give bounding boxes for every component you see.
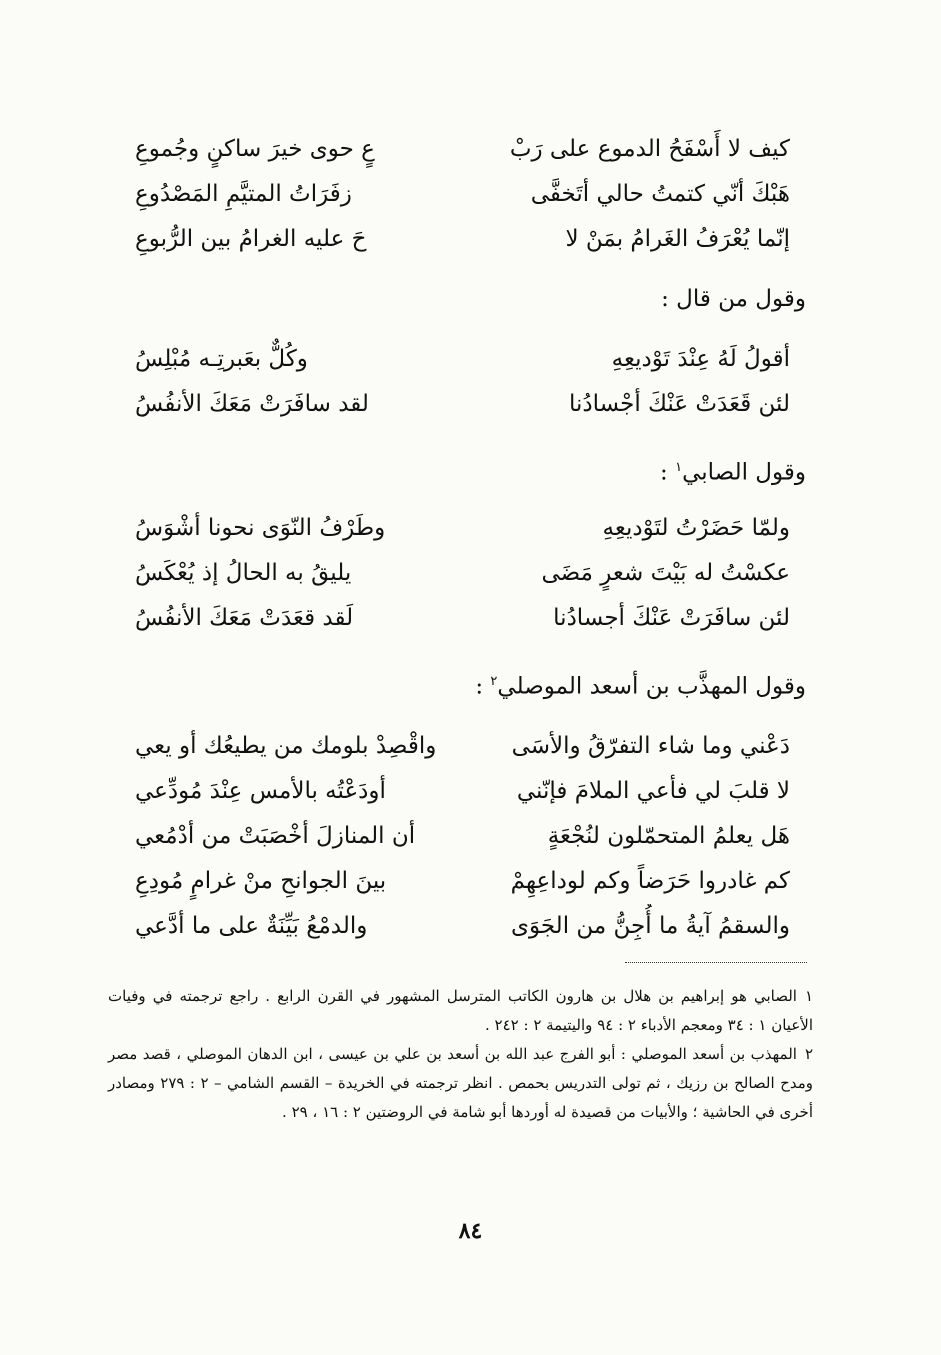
verse (135, 382, 790, 427)
poem-4 (135, 724, 790, 949)
poem-2 (135, 337, 790, 427)
footnotes (108, 982, 813, 1127)
second-hemistich: واقْصِدْ بلومك من يطيعُك أو يعي (135, 733, 437, 759)
second-hemistich: وكُلٌّ بعَبرتِـه مُبْلِسُ (135, 346, 308, 372)
first-hemistich: عكسْتُ له بَيْتَ شعرٍ مَضَى (541, 560, 790, 586)
first-hemistich: كم غادروا حَرَضاً وكم لوداعِهِمْ (510, 868, 790, 894)
intro-text: وقول المهذَّب بن أسعد الموصلي (497, 673, 806, 700)
second-hemistich: بينَ الجوانحِ منْ غرامٍ مُودِعِ (135, 868, 387, 894)
first-hemistich: لا قلبَ لي فأعي الملامَ فإنّني (516, 778, 790, 804)
intro-text: وقول الصابي (682, 459, 806, 486)
second-hemistich: حَ عليه الغرامُ بين الرُّبوعِ (135, 226, 367, 252)
intro-colon: : (660, 459, 676, 486)
verse (135, 769, 790, 814)
poem-1 (135, 127, 790, 262)
first-hemistich: ولمّا حَضَرْتُ لتَوْديعِهِ (602, 515, 790, 541)
poem-3 (135, 506, 790, 641)
first-hemistich: هَل يعلمُ المتحمّلون لنُجْعَةٍ (547, 823, 790, 849)
second-hemistich: لقد سافَرَتْ مَعَكَ الأنفُسُ (135, 391, 369, 417)
first-hemistich: لئن سافَرَتْ عَنْكَ أجسادُنا (553, 605, 790, 631)
second-hemistich: أن المنازلَ أخْصَبَتْ من أدْمُعي (135, 823, 416, 849)
footnote-number: ٢ (804, 1045, 813, 1063)
footnote (108, 1040, 813, 1127)
verse (135, 904, 790, 949)
second-hemistich: وطَرْفُ النّوَى نحونا أشْوَسُ (135, 515, 386, 541)
verse (135, 596, 790, 641)
poem-2-intro: وقول من قال : (661, 286, 806, 312)
poem-3-intro (660, 451, 806, 490)
footnote-divider (625, 962, 807, 963)
second-hemistich: عٍ حوى خيرَ ساكنٍ وجُموعِ (135, 136, 375, 162)
footnote-number: ١ (804, 987, 813, 1005)
intro-colon: : (475, 673, 491, 700)
first-hemistich: لئن قَعَدَتْ عَنْكَ أجْسادُنا (568, 391, 790, 417)
second-hemistich: يليقُ به الحالُ إذ يُعْكَسُ (135, 560, 352, 586)
second-hemistich: أودَعْتُه بالأمس عِنْدَ مُودِّعي (135, 778, 386, 804)
footnote-text: الصابي هو إبراهيم بن هلال بن هارون الكاتب المترسل المشهور في القرن الرابع . راجع ترجمته في وفيات الأعيان ١ : ٣٤ ومعجم الأدباء ٢ : ٩٤ واليتيمة ٢ : ٢٤٢ . (108, 987, 813, 1034)
second-hemistich: والدمْعُ بَيِّنَةٌ على ما أدَّعي (135, 913, 368, 939)
first-hemistich: والسقمُ آيةُ ما أُجِنُّ من الجَوَى (510, 913, 790, 939)
second-hemistich: لَقد قعَدَتْ مَعَكَ الأنفُسُ (135, 605, 354, 631)
verse (135, 859, 790, 904)
verse (135, 127, 790, 172)
first-hemistich: هَبْكَ أنّي كتمتُ حالي أتَخفَّى (530, 181, 790, 207)
verse (135, 814, 790, 859)
footnote-ref: ١ (675, 460, 683, 475)
footnote-text: المهذب بن أسعد الموصلي : أبو الفرج عبد الله بن أسعد بن علي بن عيسى ، ابن الدهان الموصلي ، قصد مصر ومدح الصالح بن رزيك ، ثم تولى التدريس بحمص . انظر ترجمته في الخريدة – القسم الشامي – ٢ : ٢٧٩ ومصادر أخرى في الحاشية ؛ والأبيات من قصيدة له أوردها أبو شامة في الروضتين ٢ : ١٦ ، ٢٩ . (108, 1045, 813, 1121)
verse (135, 506, 790, 551)
verse (135, 724, 790, 769)
first-hemistich: كيف لا أَسْفَحُ الدموع على رَبْ (509, 136, 790, 162)
verse (135, 337, 790, 382)
second-hemistich: زفَرَاتُ المتيَّمِ المَصْدُوعِ (135, 181, 352, 207)
page-number: ٨٤ (458, 1218, 483, 1244)
verse (135, 551, 790, 596)
footnote (108, 982, 813, 1040)
first-hemistich: إنّما يُعْرَفُ الغَرامُ بمَنْ لا (565, 226, 790, 252)
footnote-ref: ٢ (490, 674, 498, 689)
first-hemistich: أقولُ لَهُ عِنْدَ تَوْديعِهِ (611, 346, 790, 372)
poem-4-intro (475, 665, 806, 704)
first-hemistich: دَعْني وما شاء التفرّقُ والأسَى (511, 733, 790, 759)
verse (135, 172, 790, 217)
verse (135, 217, 790, 262)
